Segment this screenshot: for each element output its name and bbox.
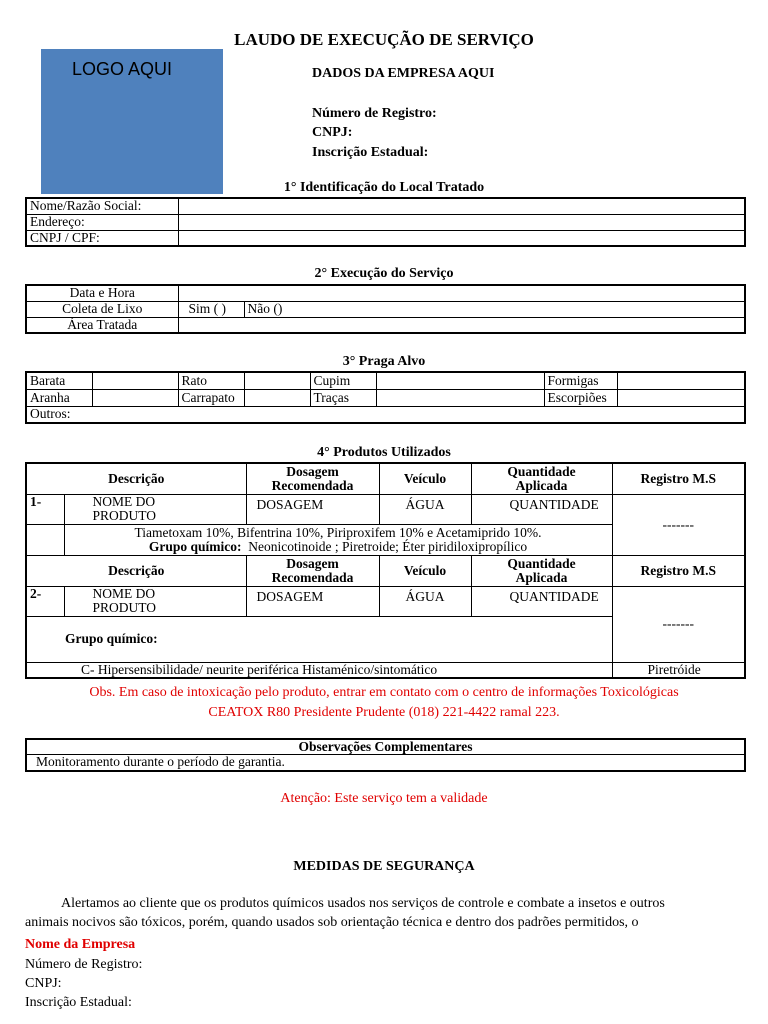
pest-aranha: Aranha: [26, 389, 92, 406]
observations-table: [25, 738, 746, 772]
observations-text[interactable]: Monitoramento durante o período de garantia.: [26, 755, 745, 771]
company-cnpj-label: CNPJ:: [312, 125, 353, 140]
product-1-name-line1: NOME DO: [92, 494, 156, 509]
pest-cupim: Cupim: [310, 372, 376, 389]
pest-escorpioes: Escorpiões: [544, 389, 617, 406]
option-nao[interactable]: Não (): [244, 301, 745, 317]
pest-outros[interactable]: Outros:: [26, 406, 745, 423]
pest-barata-box[interactable]: [92, 372, 178, 389]
pest-carrapato-box[interactable]: [244, 389, 310, 406]
logo-text: LOGO AQUI: [72, 59, 173, 79]
product-1-composition: [64, 524, 612, 555]
product-2-name-line2: PRODUTO: [92, 600, 157, 615]
service-execution-table: [25, 284, 746, 334]
cnpj-cpf-field[interactable]: [178, 230, 745, 246]
identification-table: [25, 197, 746, 247]
safety-measures-title: MEDIDAS DE SEGURANÇA: [293, 859, 475, 874]
product-1-group-value: Neonicotinoide ; Piretroide; Éter piridiloxipropílico: [248, 538, 528, 554]
product-2-name[interactable]: [64, 586, 246, 616]
name-label: Nome/Razão Social:: [26, 198, 178, 214]
pest-rato-box[interactable]: [244, 372, 310, 389]
product-1-vehicle[interactable]: ÁGUA: [379, 494, 471, 524]
trash-collection-label: Coleta de Lixo: [26, 301, 178, 317]
target-pest-table: [25, 371, 746, 424]
address-field[interactable]: [178, 214, 745, 230]
product-2-quantity[interactable]: QUANTIDADE: [471, 586, 612, 616]
section-1-title: 1° Identificação do Local Tratado: [283, 180, 485, 195]
product-2-number: 2-: [26, 586, 64, 616]
section-4-title: 4° Produtos Utilizados: [317, 445, 451, 460]
cnpj-cpf-label: CNPJ / CPF:: [26, 230, 178, 246]
product-1-registro[interactable]: -------: [612, 494, 745, 555]
address-label: Endereço:: [26, 214, 178, 230]
date-time-field[interactable]: [178, 285, 745, 301]
treated-area-label: Área Tratada: [26, 317, 178, 333]
header2-quantidade-line1: Quantidade: [507, 555, 576, 571]
pest-formigas: Formigas: [544, 372, 617, 389]
product-2-registro[interactable]: -------: [612, 586, 745, 662]
pest-formigas-box[interactable]: [617, 372, 745, 389]
logo-placeholder: [41, 49, 223, 194]
pest-rato: Rato: [178, 372, 244, 389]
product-2-dosage[interactable]: DOSAGEM: [246, 586, 379, 616]
company-name-header: DADOS DA EMPRESA AQUI: [312, 66, 495, 81]
product-1-name[interactable]: [64, 494, 246, 524]
pest-escorpioes-box[interactable]: [617, 389, 745, 406]
product-1-composition-text: Tiametoxam 10%, Bifentrina 10%, Piriproxifem 10% e Acetamiprido 10%.: [134, 524, 542, 540]
products-table: [25, 462, 746, 679]
product-1-dosage[interactable]: DOSAGEM: [246, 494, 379, 524]
toxicology-notice-line2: CEATOX R80 Presidente Prudente (018) 221-4422 ramal 223.: [208, 705, 560, 720]
header2-dosagem-line2: Recomendada: [271, 569, 354, 585]
product-2-chemical-group: Grupo químico:: [26, 616, 612, 662]
pest-tracas-box[interactable]: [376, 389, 544, 406]
section-2-title: 2° Execução do Serviço: [314, 266, 454, 281]
product-2-name-line1: NOME DO: [92, 586, 156, 601]
section-3-title: 3° Praga Alvo: [342, 354, 426, 369]
safety-paragraph-line1: Alertamos ao cliente que os produtos químicos usados nos serviços de controle e combate a insetos e outros: [61, 896, 665, 911]
product-1-chemical-group: [68, 540, 609, 554]
header-descricao: Descrição: [26, 463, 246, 494]
header-veiculo: Veículo: [379, 463, 471, 494]
validity-notice: Atenção: Este serviço tem a validade: [280, 791, 488, 806]
date-time-label: Data e Hora: [26, 285, 178, 301]
pest-aranha-box[interactable]: [92, 389, 178, 406]
header2-veiculo: Veículo: [379, 555, 471, 586]
document-title: LAUDO DE EXECUÇÃO DE SERVIÇO: [234, 30, 534, 49]
name-field[interactable]: [178, 198, 745, 214]
header2-registro: Registro M.S: [612, 555, 745, 586]
pest-tracas: Traças: [310, 389, 376, 406]
header-quantidade-line1: Quantidade: [507, 463, 576, 479]
pest-barata: Barata: [26, 372, 92, 389]
footer-registro-label: Número de Registro:: [25, 957, 143, 972]
header-registro: Registro M.S: [612, 463, 745, 494]
product-1-name-line2: PRODUTO: [92, 508, 157, 523]
pest-carrapato: Carrapato: [178, 389, 244, 406]
header-quantidade-line2: Aplicada: [515, 477, 568, 493]
pest-cupim-box[interactable]: [376, 372, 544, 389]
products-footer-left: C- Hipersensibilidade/ neurite periférica Histaménico/sintomático: [26, 662, 612, 678]
company-ie-label: Inscrição Estadual:: [312, 145, 429, 160]
observations-title: Observações Complementares: [26, 739, 745, 755]
option-sim[interactable]: Sim ( ): [178, 301, 244, 317]
footer-ie-label: Inscrição Estadual:: [25, 995, 132, 1010]
product-1-blank: [26, 524, 64, 555]
header2-quantidade-line2: Aplicada: [515, 569, 568, 585]
company-registro-label: Número de Registro:: [312, 106, 437, 121]
toxicology-notice-line1: Obs. Em caso de intoxicação pelo produto, entrar em contato com o centro de informações Toxicológicas: [89, 685, 679, 700]
safety-paragraph-line2: animais nocivos são tóxicos, porém, quando usados sob orientação técnica e dentro dos padrões permitidos, o: [25, 915, 639, 930]
product-1-quantity[interactable]: QUANTIDADE: [471, 494, 612, 524]
header2-quantidade: [471, 555, 612, 586]
product-1-group-label: Grupo químico:: [148, 538, 242, 554]
product-2-vehicle[interactable]: ÁGUA: [379, 586, 471, 616]
treated-area-field[interactable]: [178, 317, 745, 333]
header2-dosagem: [246, 555, 379, 586]
products-footer-right: Piretróide: [612, 662, 745, 678]
footer-cnpj-label: CNPJ:: [25, 976, 62, 991]
header2-descricao: Descrição: [26, 555, 246, 586]
header-quantidade: [471, 463, 612, 494]
product-1-number: 1-: [26, 494, 64, 524]
header-dosagem: [246, 463, 379, 494]
header-dosagem-line1: Dosagem: [286, 463, 339, 479]
header2-dosagem-line1: Dosagem: [286, 555, 339, 571]
footer-company-name: Nome da Empresa: [25, 937, 136, 952]
header-dosagem-line2: Recomendada: [271, 477, 354, 493]
